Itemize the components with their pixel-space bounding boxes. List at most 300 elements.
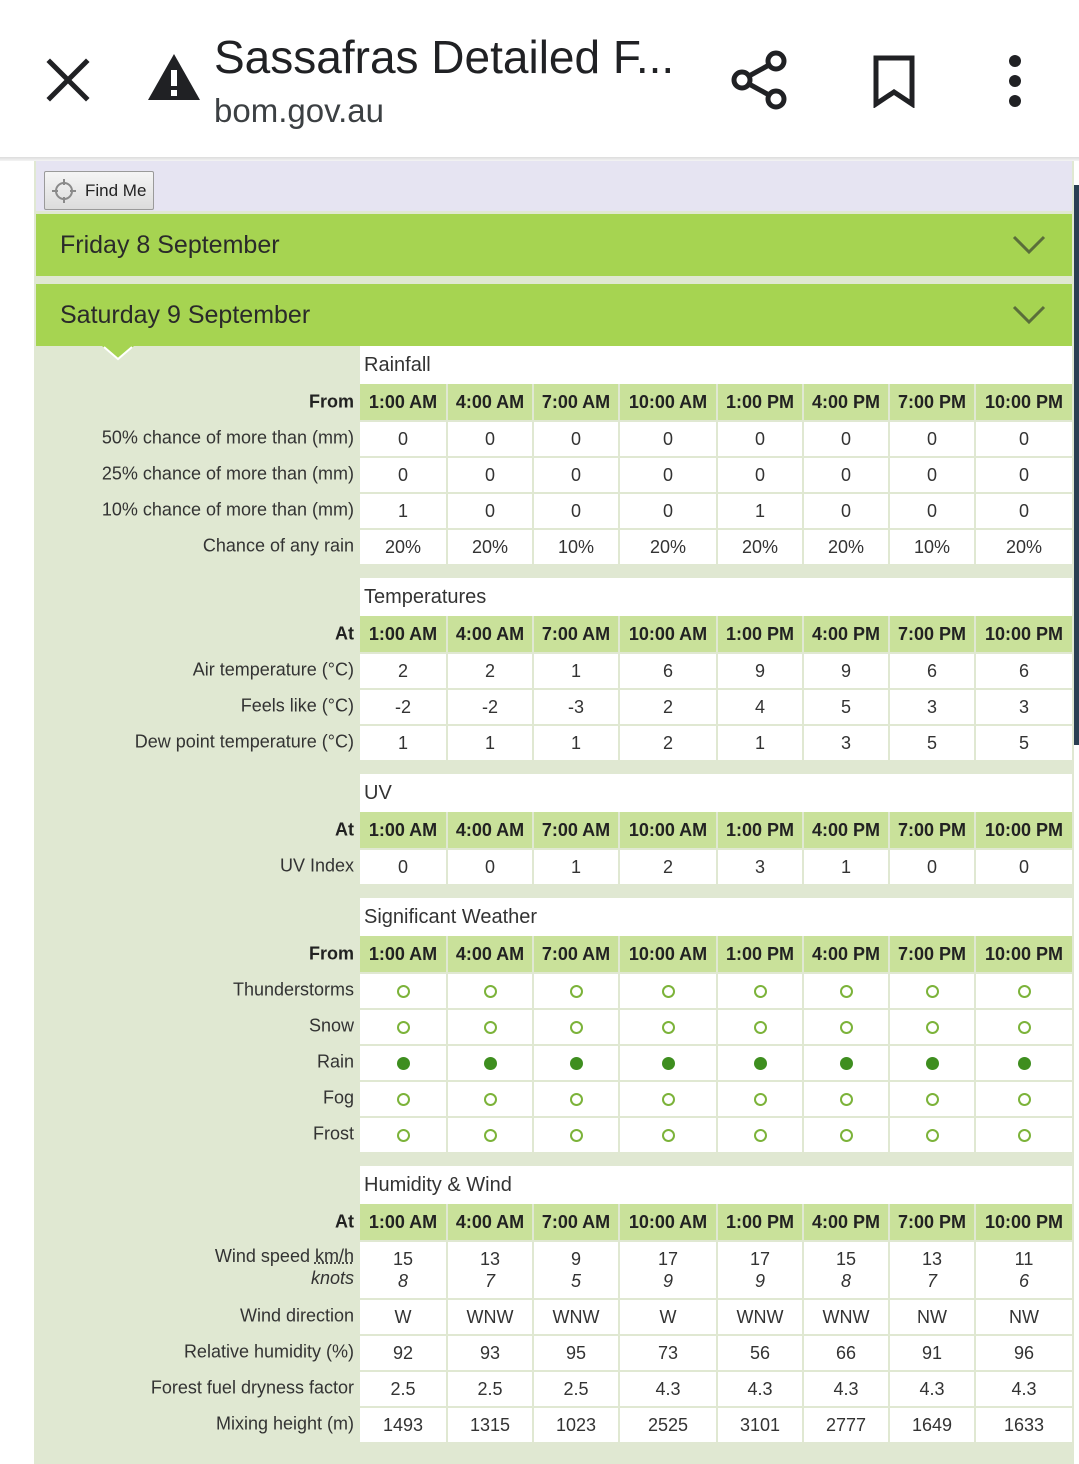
row-label	[36, 1245, 354, 1289]
table-cell	[974, 1118, 1072, 1152]
chevron-down-icon	[1012, 234, 1046, 256]
table-cell	[888, 1082, 974, 1116]
table-cell: 0	[446, 458, 532, 492]
find-me-button[interactable]	[44, 171, 154, 210]
table-cell	[360, 1118, 446, 1152]
table-cell	[618, 1082, 716, 1116]
row-label: Chance of any rain	[202, 535, 354, 556]
table-row	[36, 492, 1072, 528]
row-cells	[360, 1370, 1072, 1406]
forecast-detail	[36, 346, 1072, 1464]
wind-values	[571, 1248, 581, 1292]
row-label: Forest fuel dryness factor	[150, 1377, 354, 1398]
time-header: 1:00 PM	[716, 384, 802, 420]
table-cell: 2777	[802, 1408, 888, 1442]
wind-kmh: 13	[479, 1249, 501, 1269]
row-cells	[360, 1334, 1072, 1370]
wind-values	[836, 1248, 856, 1292]
empty-circle-icon	[484, 1021, 497, 1034]
empty-circle-icon	[840, 1093, 853, 1106]
empty-circle-icon	[570, 1021, 583, 1034]
row-label: Snow	[308, 1015, 354, 1036]
time-header: 1:00 AM	[360, 936, 446, 972]
table-cell: 5	[888, 726, 974, 760]
filled-circle-icon	[926, 1057, 939, 1070]
time-header: 7:00 PM	[888, 384, 974, 420]
wind-knots: 8	[840, 1271, 851, 1291]
table-cell	[888, 1242, 974, 1298]
table-header-row	[36, 384, 1072, 420]
time-header: 10:00 AM	[618, 812, 716, 848]
bookmark-icon[interactable]	[872, 54, 916, 108]
table-cell: -2	[360, 690, 446, 724]
table-cell: 5	[974, 726, 1072, 760]
table-cell: 2.5	[532, 1372, 618, 1406]
table-cell: 9	[802, 654, 888, 688]
table-cell: 1	[532, 654, 618, 688]
row-cells	[360, 420, 1072, 456]
table-cell	[974, 1010, 1072, 1044]
table-cell: 4	[716, 690, 802, 724]
row-label: Rain	[316, 1051, 354, 1072]
table-cell: WNW	[802, 1300, 888, 1334]
time-header: 1:00 PM	[716, 936, 802, 972]
table-cell: 0	[716, 422, 802, 456]
wind-values	[750, 1248, 770, 1292]
table-cell: 0	[716, 458, 802, 492]
crosshair-icon	[51, 178, 77, 204]
wind-knots: 9	[754, 1271, 765, 1291]
empty-circle-icon	[840, 1021, 853, 1034]
row-label: 25% chance of more than (mm)	[101, 463, 354, 484]
header-label: At	[335, 819, 354, 840]
table-cell: 0	[532, 494, 618, 528]
day-label: Saturday 9 September	[60, 300, 311, 329]
day-header-saturday[interactable]	[36, 284, 1072, 346]
table-row	[36, 420, 1072, 456]
wind-values	[658, 1248, 678, 1292]
table-cell	[360, 1010, 446, 1044]
row-cells	[360, 492, 1072, 528]
time-header: 10:00 PM	[974, 812, 1072, 848]
table-cell: 6	[974, 654, 1072, 688]
table-cell: 4.3	[974, 1372, 1072, 1406]
wind-values	[393, 1248, 413, 1292]
table-header-row	[36, 812, 1072, 848]
find-bar	[36, 161, 1072, 211]
time-header: 1:00 PM	[716, 616, 802, 652]
empty-circle-icon	[397, 985, 410, 998]
day-label: Friday 8 September	[60, 230, 280, 259]
table-row	[36, 1298, 1072, 1334]
table-cell: 10%	[888, 530, 974, 564]
table-row	[36, 688, 1072, 724]
time-header: 10:00 AM	[618, 384, 716, 420]
table-cell: W	[618, 1300, 716, 1334]
table-cell: 3	[974, 690, 1072, 724]
table-cell: 0	[446, 422, 532, 456]
table-cell: 20%	[446, 530, 532, 564]
time-header: 4:00 PM	[802, 936, 888, 972]
table-row	[36, 528, 1072, 564]
time-header: 10:00 PM	[974, 384, 1072, 420]
section-title: UV	[360, 774, 1072, 812]
table-cell: 4.3	[888, 1372, 974, 1406]
table-cell: 20%	[974, 530, 1072, 564]
table-cell	[532, 1010, 618, 1044]
empty-circle-icon	[840, 985, 853, 998]
page-title: Sassafras Detailed F...	[214, 31, 675, 83]
table-cell: 95	[532, 1336, 618, 1370]
empty-circle-icon	[397, 1129, 410, 1142]
row-cells	[360, 528, 1072, 564]
table-cell: 1649	[888, 1408, 974, 1442]
table-cell: 0	[360, 422, 446, 456]
empty-circle-icon	[1018, 1021, 1031, 1034]
table-cell: 92	[360, 1336, 446, 1370]
row-cells	[360, 1008, 1072, 1044]
row-label: Frost	[312, 1123, 354, 1144]
table-cell: 0	[974, 458, 1072, 492]
chevron-down-icon	[1012, 304, 1046, 326]
table-cell: 1	[802, 850, 888, 884]
row-label: Air temperature (°C)	[192, 659, 354, 680]
table-cell: 20%	[360, 530, 446, 564]
wind-knots: 6	[1018, 1271, 1029, 1291]
table-cell	[716, 1082, 802, 1116]
row-label: Wind direction	[239, 1305, 354, 1326]
row-cells	[360, 1298, 1072, 1334]
empty-circle-icon	[926, 1093, 939, 1106]
table-cell	[360, 1242, 446, 1298]
time-header: 10:00 PM	[974, 616, 1072, 652]
time-header: 7:00 PM	[888, 1204, 974, 1240]
table-cell: 2	[446, 654, 532, 688]
empty-circle-icon	[840, 1129, 853, 1142]
empty-circle-icon	[754, 1021, 767, 1034]
table-cell: 1	[360, 726, 446, 760]
table-row	[36, 1370, 1072, 1406]
row-cells	[360, 972, 1072, 1008]
header-cells	[360, 616, 1072, 652]
row-label: Relative humidity (%)	[183, 1341, 354, 1362]
table-cell	[446, 1118, 532, 1152]
table-cell	[802, 1010, 888, 1044]
empty-circle-icon	[754, 985, 767, 998]
more-icon[interactable]	[1000, 54, 1030, 108]
wind-kmh: 17	[657, 1249, 679, 1269]
empty-circle-icon	[570, 1129, 583, 1142]
share-icon[interactable]	[730, 50, 788, 110]
wind-values	[1015, 1248, 1034, 1292]
scroll-edge	[1074, 185, 1079, 745]
row-label: 50% chance of more than (mm)	[101, 427, 354, 448]
empty-circle-icon	[662, 1021, 675, 1034]
empty-circle-icon	[484, 1093, 497, 1106]
table-cell	[618, 1010, 716, 1044]
table-cell: 0	[618, 458, 716, 492]
header-label: From	[309, 391, 354, 412]
table-cell	[716, 1118, 802, 1152]
time-header: 1:00 PM	[716, 1204, 802, 1240]
wind-knots: 7	[926, 1271, 937, 1291]
time-header: 7:00 PM	[888, 616, 974, 652]
table-cell: 1	[360, 494, 446, 528]
time-header: 7:00 AM	[532, 936, 618, 972]
table-cell: 6	[888, 654, 974, 688]
table-row-wind-speed	[36, 1240, 1072, 1298]
empty-circle-icon	[662, 1093, 675, 1106]
page-url[interactable]: bom.gov.au	[214, 92, 384, 129]
table-cell: WNW	[716, 1300, 802, 1334]
row-cells	[360, 456, 1072, 492]
table-cell: 2.5	[446, 1372, 532, 1406]
table-row	[36, 1406, 1072, 1442]
table-cell	[446, 974, 532, 1008]
table-cell: 5	[802, 690, 888, 724]
table-cell: 20%	[716, 530, 802, 564]
time-header: 7:00 AM	[532, 384, 618, 420]
table-cell: 0	[888, 458, 974, 492]
empty-circle-icon	[662, 985, 675, 998]
row-cells	[360, 1240, 1072, 1298]
table-cell: 10%	[532, 530, 618, 564]
empty-circle-icon	[484, 985, 497, 998]
empty-circle-icon	[926, 1129, 939, 1142]
table-cell: 0	[360, 458, 446, 492]
time-header: 4:00 AM	[446, 384, 532, 420]
table-cell	[360, 1046, 446, 1080]
filled-circle-icon	[484, 1057, 497, 1070]
table-cell: 0	[974, 850, 1072, 884]
filled-circle-icon	[397, 1057, 410, 1070]
table-cell	[974, 1242, 1072, 1298]
table-cell: 0	[974, 494, 1072, 528]
wind-knots: 7	[484, 1271, 495, 1291]
table-cell: 3101	[716, 1408, 802, 1442]
row-cells	[360, 1116, 1072, 1152]
close-icon[interactable]	[44, 56, 92, 104]
table-cell: 2	[618, 850, 716, 884]
table-cell: 1	[532, 726, 618, 760]
time-header: 4:00 PM	[802, 812, 888, 848]
time-header: 1:00 PM	[716, 812, 802, 848]
table-header-row	[36, 1204, 1072, 1240]
wind-kmh: 11	[1014, 1249, 1034, 1269]
table-cell: 0	[888, 422, 974, 456]
table-cell	[446, 1010, 532, 1044]
table-cell	[802, 1082, 888, 1116]
table-row	[36, 1334, 1072, 1370]
table-cell	[360, 1082, 446, 1116]
wind-speed-label: Wind speed	[214, 1246, 310, 1266]
table-cell: 0	[532, 458, 618, 492]
table-cell	[802, 974, 888, 1008]
filled-circle-icon	[754, 1057, 767, 1070]
table-cell: -3	[532, 690, 618, 724]
empty-circle-icon	[1018, 985, 1031, 998]
expanded-pointer-icon	[102, 346, 134, 362]
time-header: 7:00 PM	[888, 936, 974, 972]
browser-toolbar	[0, 0, 1079, 158]
time-header: 4:00 PM	[802, 384, 888, 420]
wind-kmh: 13	[921, 1249, 943, 1269]
table-cell: 73	[618, 1336, 716, 1370]
table-cell	[716, 1010, 802, 1044]
row-label: Dew point temperature (°C)	[134, 731, 354, 752]
web-page	[0, 161, 1079, 1464]
time-header: 10:00 PM	[974, 1204, 1072, 1240]
header-cells	[360, 384, 1072, 420]
table-cell	[446, 1046, 532, 1080]
time-header: 4:00 AM	[446, 936, 532, 972]
table-cell	[716, 974, 802, 1008]
time-header: 7:00 AM	[532, 812, 618, 848]
table-row	[36, 1116, 1072, 1152]
time-header: 1:00 AM	[360, 1204, 446, 1240]
table-cell: 6	[618, 654, 716, 688]
header-cells	[360, 1204, 1072, 1240]
empty-circle-icon	[397, 1021, 410, 1034]
row-cells	[360, 1080, 1072, 1116]
empty-circle-icon	[570, 985, 583, 998]
table-cell	[974, 1082, 1072, 1116]
day-header-friday[interactable]	[36, 214, 1072, 276]
filled-circle-icon	[570, 1057, 583, 1070]
table-cell: 1	[716, 726, 802, 760]
table-cell	[618, 1242, 716, 1298]
table-cell: 20%	[802, 530, 888, 564]
time-header: 7:00 AM	[532, 1204, 618, 1240]
header-cells	[360, 936, 1072, 972]
table-cell: 0	[532, 422, 618, 456]
row-label: Fog	[322, 1087, 354, 1108]
table-cell: 2525	[618, 1408, 716, 1442]
table-cell: NW	[974, 1300, 1072, 1334]
table-cell: 1315	[446, 1408, 532, 1442]
time-header: 1:00 AM	[360, 812, 446, 848]
section-title: Temperatures	[360, 578, 1072, 616]
wind-kmh: 15	[392, 1249, 414, 1269]
table-cell	[974, 1046, 1072, 1080]
header-label: At	[335, 1211, 354, 1232]
row-cells	[360, 1044, 1072, 1080]
warning-icon[interactable]	[146, 52, 202, 102]
empty-circle-icon	[754, 1093, 767, 1106]
table-cell: NW	[888, 1300, 974, 1334]
table-cell: 0	[974, 422, 1072, 456]
table-cell	[446, 1082, 532, 1116]
empty-circle-icon	[570, 1093, 583, 1106]
table-cell: 1	[716, 494, 802, 528]
row-cells	[360, 1406, 1072, 1442]
table-cell: 0	[802, 494, 888, 528]
time-header: 1:00 AM	[360, 384, 446, 420]
header-cells	[360, 812, 1072, 848]
table-cell	[618, 974, 716, 1008]
table-cell: 1493	[360, 1408, 446, 1442]
table-cell: 0	[888, 494, 974, 528]
table-cell	[716, 1242, 802, 1298]
table-cell: 0	[446, 850, 532, 884]
time-header: 10:00 AM	[618, 1204, 716, 1240]
table-cell	[802, 1118, 888, 1152]
table-row	[36, 972, 1072, 1008]
filled-circle-icon	[1018, 1057, 1031, 1070]
table-cell: 3	[888, 690, 974, 724]
find-me-label: Find Me	[85, 180, 147, 200]
table-cell: 66	[802, 1336, 888, 1370]
table-header-row	[36, 616, 1072, 652]
row-label: 10% chance of more than (mm)	[101, 499, 354, 520]
table-cell: 1	[532, 850, 618, 884]
section-title: Humidity & Wind	[360, 1166, 1072, 1204]
table-cell	[618, 1046, 716, 1080]
row-cells	[360, 688, 1072, 724]
wind-kmh: 9	[570, 1249, 581, 1269]
time-header: 4:00 PM	[802, 1204, 888, 1240]
table-cell: 91	[888, 1336, 974, 1370]
table-cell: WNW	[446, 1300, 532, 1334]
wind-knots: 5	[570, 1271, 581, 1291]
table-cell	[888, 974, 974, 1008]
time-header: 7:00 AM	[532, 616, 618, 652]
wind-knots: 8	[397, 1271, 408, 1291]
table-cell: 2	[360, 654, 446, 688]
time-header: 1:00 AM	[360, 616, 446, 652]
table-cell	[888, 1010, 974, 1044]
table-row	[36, 456, 1072, 492]
table-cell	[888, 1046, 974, 1080]
time-header: 4:00 AM	[446, 616, 532, 652]
row-label: UV Index	[279, 855, 354, 876]
wind-knots: 9	[662, 1271, 673, 1291]
table-cell	[888, 1118, 974, 1152]
table-row	[36, 652, 1072, 688]
empty-circle-icon	[397, 1093, 410, 1106]
table-row	[36, 1044, 1072, 1080]
table-row	[36, 1080, 1072, 1116]
empty-circle-icon	[662, 1129, 675, 1142]
table-cell: -2	[446, 690, 532, 724]
row-cells	[360, 652, 1072, 688]
table-cell: 9	[716, 654, 802, 688]
table-header-row	[36, 936, 1072, 972]
table-cell: 0	[618, 494, 716, 528]
table-cell	[532, 974, 618, 1008]
table-cell	[532, 1046, 618, 1080]
table-cell: 1	[446, 726, 532, 760]
row-label: Mixing height (m)	[215, 1413, 354, 1434]
table-cell: 2	[618, 690, 716, 724]
header-label: From	[309, 943, 354, 964]
section-title: Rainfall	[360, 346, 1072, 384]
table-cell	[446, 1242, 532, 1298]
table-cell	[532, 1082, 618, 1116]
row-cells	[360, 724, 1072, 760]
table-row	[36, 1008, 1072, 1044]
wind-kmh: 17	[749, 1249, 771, 1269]
table-cell: 2.5	[360, 1372, 446, 1406]
row-cells	[360, 848, 1072, 884]
unit-kmh-label[interactable]: km/h	[314, 1246, 354, 1266]
table-cell: 96	[974, 1336, 1072, 1370]
table-cell	[532, 1242, 618, 1298]
table-cell: 0	[802, 458, 888, 492]
table-cell: 4.3	[802, 1372, 888, 1406]
table-cell: 0	[618, 422, 716, 456]
table-cell: 0	[802, 422, 888, 456]
